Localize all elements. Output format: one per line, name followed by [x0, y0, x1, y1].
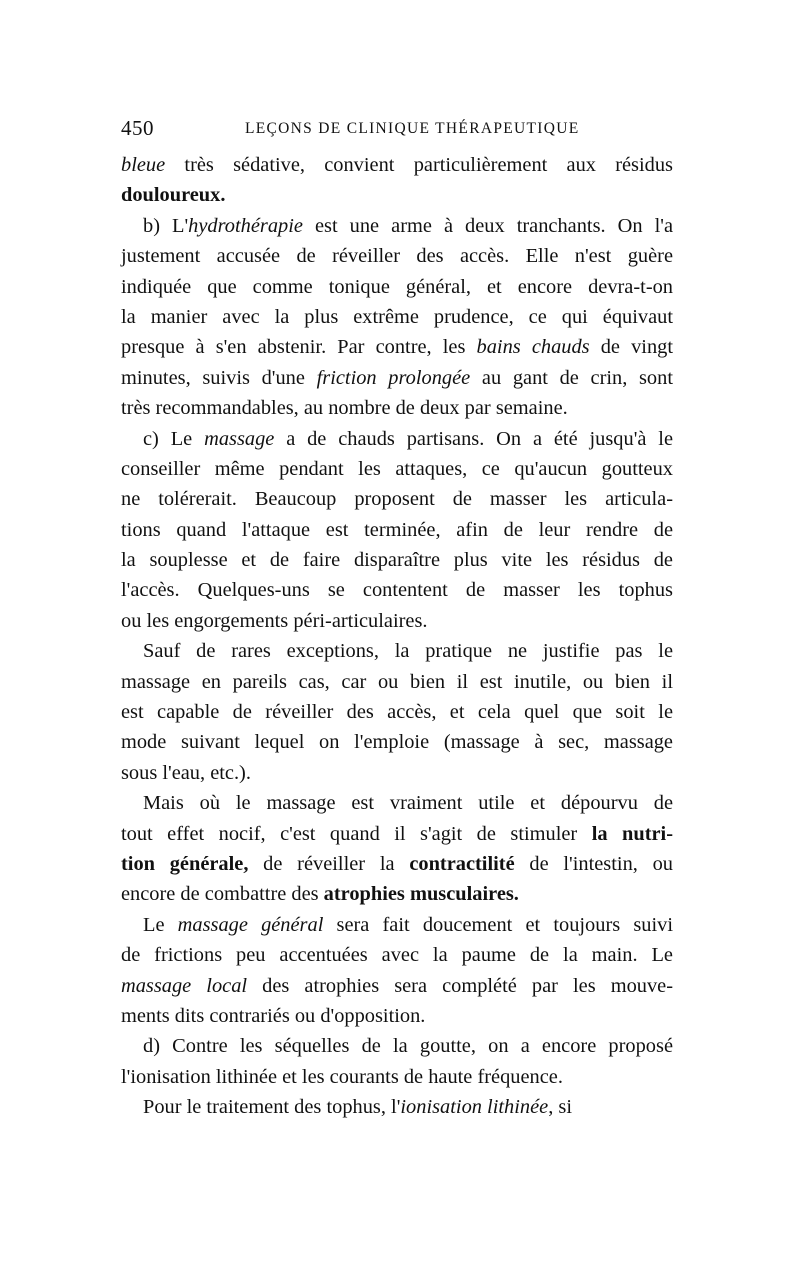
text-line	[121, 788, 673, 818]
text-line	[121, 484, 673, 514]
italic-text: massage général	[177, 913, 324, 936]
text-segment: mode suivant lequel on l'emploie (massage à sec, massage	[121, 731, 673, 754]
text-segment: b) L'	[143, 214, 189, 237]
page-number: 450	[121, 116, 154, 140]
text-line	[121, 575, 673, 605]
text-line	[121, 393, 673, 423]
text-line	[121, 727, 673, 757]
italic-text: ionisation lithinée	[400, 1096, 549, 1119]
text-segment: très sédative, convient particulièrement aux résidus	[165, 154, 673, 176]
text-line	[121, 606, 673, 636]
text-line	[121, 241, 673, 271]
text-segment: conseiller même pendant les attaques, ce qu'aucun goutteux	[121, 457, 673, 480]
text-line	[121, 636, 673, 666]
italic-text: bleue	[121, 154, 166, 176]
text-segment: , si	[548, 1096, 573, 1119]
text-segment: la souplesse et de faire disparaître plus vite les résidus de	[121, 549, 673, 572]
text-line	[121, 697, 673, 727]
text-segment: c) Le	[143, 427, 205, 450]
text-segment: l'accès. Quelques-uns se contentent de masser les tophus	[121, 579, 673, 602]
text-line	[121, 515, 673, 545]
text-line	[121, 1031, 673, 1061]
text-segment: de frictions peu accentuées avec la paume de la main. Le	[121, 944, 673, 967]
text-line	[121, 940, 673, 970]
text-segment: sera fait doucement et toujours suivi	[323, 913, 673, 936]
text-segment: indiquée que comme tonique général, et encore devra-t-on	[121, 275, 673, 298]
text-segment: l'ionisation lithinée et les courants de haute fréquence.	[121, 1065, 563, 1088]
text-line	[121, 758, 673, 788]
text-segment: Mais où le massage est vraiment utile et dépourvu de	[143, 792, 673, 815]
text-line	[121, 971, 673, 1001]
italic-text: massage	[204, 427, 275, 450]
text-line	[121, 1092, 673, 1122]
bold-text: tion générale,	[121, 852, 249, 875]
text-line	[121, 849, 673, 879]
text-line	[121, 332, 673, 362]
page-header	[121, 116, 681, 142]
text-line	[121, 424, 673, 454]
text-segment: de l'intestin, ou	[514, 852, 673, 875]
text-line	[121, 1001, 673, 1031]
italic-text: friction prolongée	[316, 366, 471, 389]
text-line	[121, 545, 673, 575]
text-line	[121, 667, 673, 697]
text-segment: ne tolérerait. Beaucoup proposent de masser les articula-	[121, 488, 673, 511]
bold-text: la nutri-	[591, 822, 673, 845]
bold-text: contractilité	[409, 852, 515, 875]
text-line	[121, 910, 673, 940]
body-text	[121, 150, 673, 1123]
text-segment: est capable de réveiller des accès, et cela quel que soit le	[121, 701, 673, 724]
text-segment: justement accusée de réveiller des accès. Elle n'est guère	[121, 245, 673, 268]
text-line	[121, 363, 673, 393]
text-line	[121, 879, 673, 909]
text-segment: de réveiller la	[248, 852, 410, 875]
text-segment: au gant de crin, sont	[470, 366, 673, 389]
text-segment: ou les engorgements péri-articulaires.	[121, 609, 428, 632]
text-line	[121, 454, 673, 484]
text-segment: Pour le traitement des tophus, l'	[143, 1096, 401, 1119]
text-line	[121, 180, 673, 210]
text-segment: la manier avec la plus extrême prudence, ce qui équivaut	[121, 305, 673, 328]
text-line	[121, 272, 673, 302]
text-segment: très recommandables, au nombre de deux par semaine.	[121, 397, 568, 420]
text-segment: de vingt	[589, 336, 674, 359]
text-segment: Le	[143, 913, 178, 936]
text-segment: encore de combattre des	[121, 883, 324, 906]
text-segment: minutes, suivis d'une	[121, 366, 317, 389]
text-line	[121, 819, 673, 849]
text-line	[121, 211, 673, 241]
text-segment: massage en pareils cas, car ou bien il est inutile, ou bien il	[121, 670, 673, 693]
text-segment: a de chauds partisans. On a été jusqu'à le	[274, 427, 673, 450]
text-segment: tions quand l'attaque est terminée, afin de leur rendre de	[121, 518, 673, 541]
text-segment: sous l'eau, etc.).	[121, 761, 251, 784]
text-segment: ments dits contrariés ou d'opposition.	[121, 1004, 426, 1027]
text-segment: Sauf de rares exceptions, la pratique ne justifie pas le	[143, 640, 673, 663]
running-title: LEÇONS DE CLINIQUE THÉRAPEUTIQUE	[245, 120, 580, 137]
text-segment: tout effet nocif, c'est quand il s'agit de stimuler	[121, 822, 592, 845]
text-segment: est une arme à deux tranchants. On l'a	[302, 214, 673, 237]
italic-text: bains chauds	[476, 336, 590, 359]
text-segment: d) Contre les séquelles de la goutte, on a encore proposé	[143, 1035, 673, 1058]
text-line	[121, 150, 673, 180]
italic-text: massage local	[121, 974, 248, 997]
bold-text: douloureux.	[121, 184, 226, 207]
italic-text: hydrothérapie	[188, 214, 303, 237]
text-line	[121, 1062, 673, 1092]
bold-text: atrophies musculaires.	[323, 883, 519, 906]
text-line	[121, 302, 673, 332]
text-segment: presque à s'en abstenir. Par contre, les	[121, 336, 477, 359]
text-segment: des atrophies sera complété par les mouve-	[247, 974, 673, 997]
